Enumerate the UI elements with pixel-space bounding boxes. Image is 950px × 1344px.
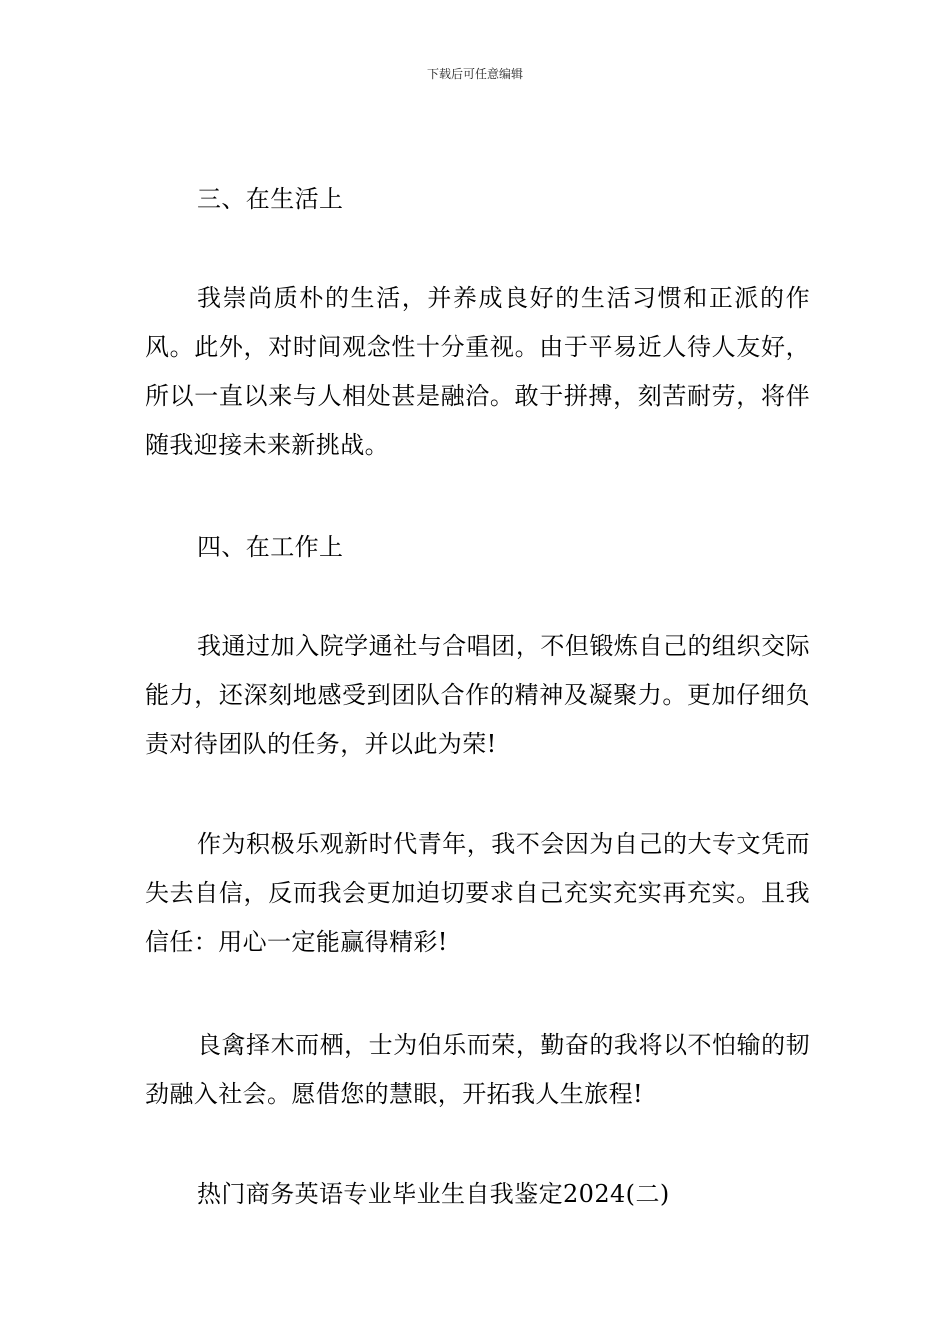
next-section-title: 热门商务英语专业毕业生自我鉴定2024(二): [197, 1180, 670, 1208]
section-heading-life: 三、在生活上: [197, 185, 344, 213]
paragraph-closing: 良禽择木而栖，士为伯乐而荣，勤奋的我将以不怕输的韧劲融入社会。愿借您的慧眼，开拓我人生旅程!: [145, 1031, 810, 1108]
paragraph-work: 我通过加入院学通社与合唱团，不但锻炼自己的组织交际能力，还深刻地感受到团队合作的精神及凝聚力。更加仔细负责对待团队的任务，并以此为荣!: [145, 632, 810, 758]
paragraph-life: 我崇尚质朴的生活，并养成良好的生活习惯和正派的作风。此外，对时间观念性十分重视。由于平易近人待人友好，所以一直以来与人相处甚是融洽。敢于拼搏，刻苦耐劳，将伴随我迎接未来新挑战。: [145, 284, 810, 459]
section-heading-work: 四、在工作上: [197, 533, 344, 561]
page-header-note: 下载后可任意编辑: [426, 67, 523, 81]
paragraph-confidence: 作为积极乐观新时代青年，我不会因为自己的大专文凭而失去自信，反而我会更加迫切要求自己充实充实再充实。且我信任：用心一定能赢得精彩!: [145, 830, 810, 956]
